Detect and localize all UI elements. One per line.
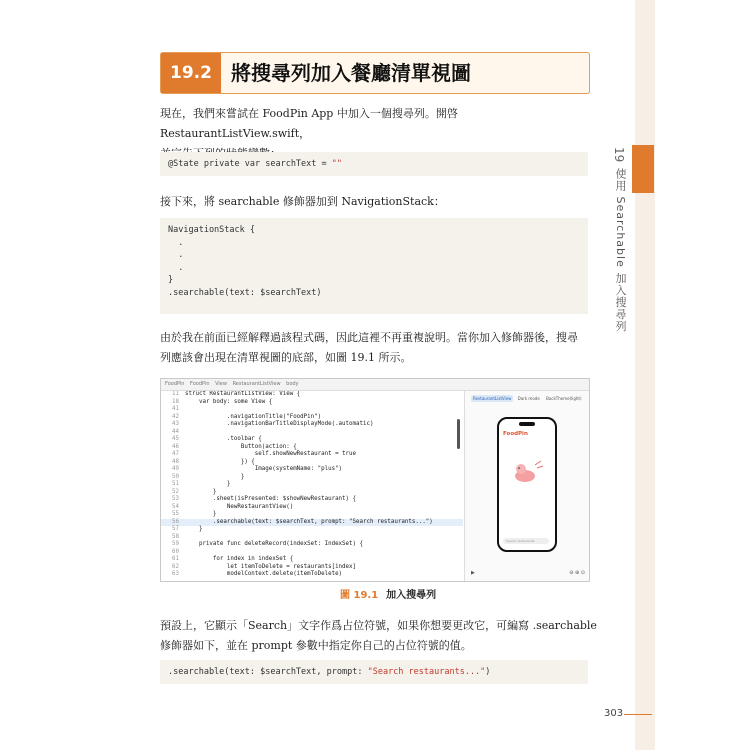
editor-line <box>161 466 463 474</box>
figure-label: 圖 19.1 <box>340 590 379 601</box>
section-number: 19.2 <box>161 53 221 93</box>
editor-line <box>161 436 463 444</box>
line-code: var body: some View { <box>185 398 273 405</box>
line-number: 55 <box>172 511 179 517</box>
phone-search-bar: Search restaurants <box>503 538 549 544</box>
preview-tabs <box>471 395 589 403</box>
code-block-1 <box>160 152 588 176</box>
figure-caption-text: 加入搜尋列 <box>386 590 437 601</box>
line-number: 61 <box>172 556 179 562</box>
side-chapter-number: 19 <box>612 147 626 163</box>
line-code: } <box>185 481 231 487</box>
code-line: } <box>168 275 174 285</box>
preview-bottom-toolbar <box>471 570 585 578</box>
line-code: .searchable(text: $searchText, prompt: "Search restaurants...") <box>185 518 433 525</box>
preview-tab: Dark mode <box>517 396 540 401</box>
line-code: .navigationTitle("FoodPin") <box>185 413 322 420</box>
editor-line <box>161 526 463 534</box>
dynamic-island <box>519 422 535 426</box>
code-editor <box>161 391 463 581</box>
line-code: } <box>185 526 203 532</box>
editor-line <box>161 541 463 549</box>
section-heading <box>160 52 590 94</box>
line-number: 63 <box>172 571 179 577</box>
preview-tab: BackTheme(light) <box>546 396 582 401</box>
line-number: 51 <box>172 481 179 487</box>
editor-line <box>161 391 463 399</box>
line-number: 50 <box>172 473 179 480</box>
line-number: 43 <box>172 421 179 427</box>
code-block-2 <box>160 218 588 314</box>
paragraph-line: 修飾器如下，並在 prompt 參數中指定你自己的占位符號的值。 <box>160 639 472 652</box>
breadcrumb-item: body <box>286 381 299 387</box>
section-title: 將搜尋列加入餐廳清單視圖 <box>231 61 471 85</box>
line-code: } <box>185 473 245 480</box>
figure-caption <box>340 586 436 601</box>
line-code: self.showNewRestaurant = true <box>185 451 357 457</box>
code-line: NavigationStack { <box>168 225 255 235</box>
editor-line <box>161 459 463 467</box>
line-code: Image(systemName: "plus") <box>185 466 343 472</box>
line-number: 48 <box>172 458 179 465</box>
line-number: 18 <box>172 398 179 405</box>
xcode-breadcrumb-bar <box>161 379 589 391</box>
play-icon: ▶ <box>471 570 475 576</box>
line-number: 41 <box>172 406 179 412</box>
line-number: 60 <box>172 548 179 555</box>
editor-line <box>161 414 463 422</box>
chapter-tab-marker <box>632 145 654 193</box>
line-code: modelContext.delete(itemToDelete) <box>185 571 343 577</box>
empty-state-illustration <box>511 459 545 485</box>
line-code: .navigationBarTitleDisplayMode(.automatic) <box>185 421 374 427</box>
line-code: }) { <box>185 458 255 465</box>
editor-line <box>161 534 463 542</box>
line-number: 52 <box>172 488 179 495</box>
editor-line <box>161 406 463 414</box>
line-code: } <box>185 488 217 495</box>
editor-scrollbar <box>457 419 460 449</box>
editor-line <box>161 571 463 579</box>
code-line: . <box>168 250 184 260</box>
code-line: . <box>168 262 184 273</box>
zoom-controls-icon: ⊖ ⊕ ⊙ <box>569 570 585 576</box>
line-number: 62 <box>172 563 179 570</box>
editor-line <box>161 549 463 557</box>
editor-line <box>161 519 463 527</box>
line-number: 57 <box>172 526 179 532</box>
editor-line <box>161 504 463 512</box>
breadcrumb-item: RestaurantListView <box>232 381 281 387</box>
line-number: 47 <box>172 451 179 457</box>
line-number: 11 <box>172 391 179 397</box>
phone-nav-title: FoodPin <box>503 431 528 437</box>
code-line: @State private var searchText = "" <box>168 159 343 169</box>
line-number: 46 <box>172 443 179 450</box>
paragraph-4 <box>160 616 600 656</box>
line-number: 56 <box>172 518 179 525</box>
line-code: } <box>185 511 217 517</box>
line-code: .toolbar { <box>185 436 262 442</box>
page-number-rule <box>624 714 652 715</box>
editor-line <box>161 489 463 497</box>
line-code: private func deleteRecord(indexSet: IndexSet) { <box>185 541 363 547</box>
line-number: 54 <box>172 503 179 510</box>
line-number: 58 <box>172 533 179 540</box>
line-code: .sheet(isPresented: $showNewRestaurant) { <box>185 496 357 502</box>
editor-line <box>161 481 463 489</box>
code-line: .searchable(text: $searchText) <box>168 287 322 298</box>
line-code: NewRestaurantView() <box>185 503 294 510</box>
phone-preview <box>497 417 557 552</box>
line-number: 42 <box>172 413 179 420</box>
line-code: for index in indexSet { <box>185 556 294 562</box>
editor-line <box>161 556 463 564</box>
paragraph-line: 預設上，它顯示「Search」文字作爲占位符號，如果你想要更改它，可編寫 .searchable <box>160 619 597 632</box>
line-number: 45 <box>172 436 179 442</box>
code-line: .searchable(text: $searchText, prompt: "Search restaurants...") <box>168 667 491 677</box>
line-code: Button(action: { <box>185 443 297 450</box>
code-line: . <box>168 237 184 248</box>
line-code: let itemToDelete = restaurants[index] <box>185 563 357 570</box>
paragraph-2: 接下來，將 searchable 修飾器加到 NavigationStack： <box>160 195 445 208</box>
breadcrumb-item: View <box>215 381 227 387</box>
line-code: struct RestaurantListView: View { <box>185 391 301 397</box>
editor-line <box>161 511 463 519</box>
side-chapter-title: 使用 Searchable 加入搜尋列 <box>614 168 627 333</box>
editor-line <box>161 421 463 429</box>
editor-line <box>161 429 463 437</box>
code-block-3 <box>160 660 588 684</box>
page-edge-strip <box>635 0 655 750</box>
line-number: 44 <box>172 428 179 435</box>
editor-line <box>161 564 463 572</box>
editor-line <box>161 451 463 459</box>
page-number: 303 <box>604 708 624 719</box>
editor-line <box>161 444 463 452</box>
line-number: 53 <box>172 496 179 502</box>
xcode-screenshot-figure <box>160 378 590 582</box>
preview-canvas <box>465 391 589 581</box>
editor-line <box>161 496 463 504</box>
breadcrumb-item: FoodPin <box>190 381 210 387</box>
paragraph-line: 列應該會出現在清單視圖的底部，如圖 19.1 所示。 <box>160 351 412 364</box>
editor-line <box>161 474 463 482</box>
paragraph-line: 由於我在前面已經解釋過該程式碼，因此這裡不再重複說明。當你加入修飾器後，搜尋 <box>160 331 578 344</box>
breadcrumb-item: FoodPin <box>165 381 185 387</box>
line-number: 49 <box>172 466 179 472</box>
editor-line <box>161 399 463 407</box>
paragraph-3 <box>160 328 600 368</box>
line-number: 59 <box>172 541 179 547</box>
preview-tab: RestaurantListView <box>473 396 512 401</box>
paragraph-line: 現在，我們來嘗試在 FoodPin App 中加入一個搜尋列。開啓 RestaurantListView.swift， <box>160 107 458 140</box>
